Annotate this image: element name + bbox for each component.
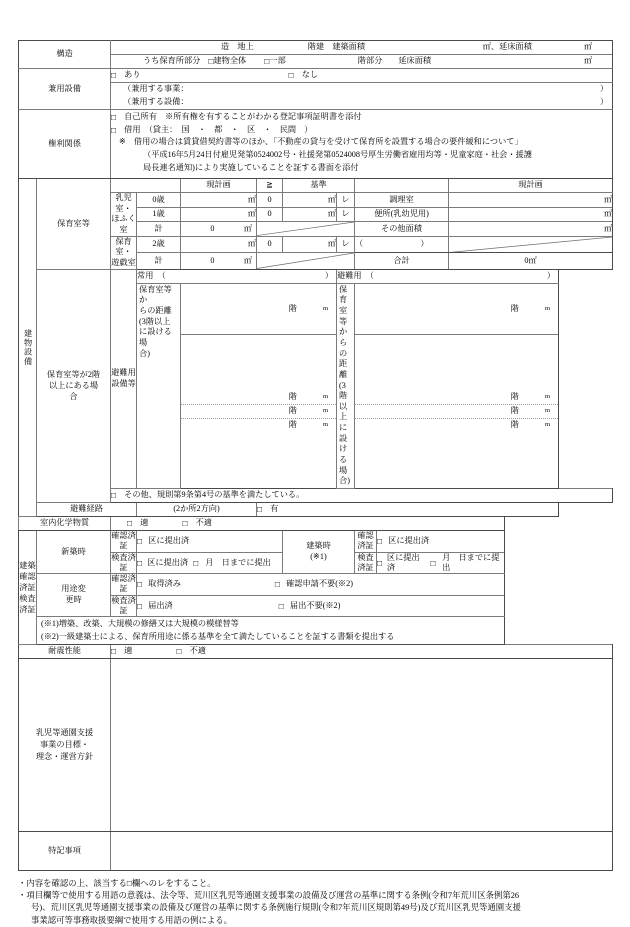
second-floor-right-meter-2: m	[544, 393, 551, 401]
structure-m2-2: ㎡	[583, 56, 593, 66]
nursery-diag-2	[257, 253, 355, 269]
cert-use-inspect-checkbox-1[interactable]: □	[137, 600, 143, 611]
evac-route-checkbox[interactable]: □	[257, 504, 263, 515]
chemicals-label: 室内化学物質	[19, 517, 111, 531]
second-floor-other-label: その他、規則第9条第4号の基準を満たしている。	[124, 490, 305, 500]
seismic-check-cell	[111, 645, 613, 659]
second-floor-right-meter-4: m	[544, 421, 551, 429]
nursery-right-value-0[interactable]	[449, 193, 613, 208]
footer-note-2-line3: 事業認可等事務取扱要綱で使用する用語の例による。	[31, 915, 232, 925]
second-floor-right-floor-1: 階	[510, 303, 519, 313]
cert-new-cert-text: 区に提出済	[148, 536, 190, 546]
cert-notes-row	[19, 617, 613, 645]
nursery-plan-0[interactable]	[181, 193, 257, 208]
cert-use-label	[37, 574, 111, 617]
nursery-check-0: レ	[337, 193, 355, 208]
cert-reb-inspect-checkbox-1[interactable]: □	[377, 557, 383, 568]
second-floor-left-floor-2: 階	[288, 392, 297, 402]
nursery-plan-1-unit: ㎡	[247, 209, 257, 219]
cert-new-cert-label: 確認済証	[111, 531, 136, 551]
cert-rebuild-label	[283, 531, 355, 574]
structure-part-label: 一部	[269, 56, 286, 66]
nursery-std-unit-0: ㎡	[283, 193, 337, 208]
remarks-row	[19, 832, 613, 871]
footer-note-1: ・内容を確認の上、該当する□欄へのレをすること。	[18, 879, 216, 889]
second-floor-other-cell	[111, 489, 613, 503]
second-floor-evac-title	[337, 269, 559, 283]
evac-route-sub: (2か所2方向)	[137, 503, 257, 517]
nursery-group-infant-text: 乳児室・ ほふく室	[111, 193, 136, 234]
nursery-right-name-3: （ ）	[355, 236, 449, 252]
nursery-age-0: 0歳	[137, 193, 181, 208]
seismic-ok-label: 適	[124, 646, 133, 656]
structure-line-1	[111, 41, 613, 55]
nursery-rooms-label: 保育室等	[37, 179, 111, 270]
cert-use-cert-cell	[137, 574, 505, 596]
shared-equipment-business-label: （兼用する事業：	[123, 84, 189, 94]
second-floor-left-floor-4: 階	[288, 420, 297, 430]
cert-reb-cert-label: 確認済証	[355, 531, 377, 553]
shared-equipment-checkbox-no[interactable]: □	[288, 70, 294, 81]
second-floor-left-line-4[interactable]	[181, 419, 336, 432]
cert-reb-cert-checkbox[interactable]: □	[377, 536, 383, 546]
nursery-age-1: 1歳	[137, 207, 181, 222]
nursery-group-playroom	[111, 236, 137, 269]
rights-row	[19, 110, 613, 179]
nursery-diag-right	[449, 236, 613, 252]
cert-reb-cert-cell	[377, 531, 505, 553]
cert-use-cert-checkbox-2[interactable]: □	[274, 579, 281, 589]
second-floor-title-row	[19, 269, 613, 283]
nursery-check-1: レ	[337, 207, 355, 222]
second-floor-distance-left-text: 保育室等か らの距離 (3階以上 に設ける場 合)	[139, 284, 172, 358]
structure-nursery-part-label: うち保育所部分	[143, 56, 201, 66]
cert-reb-inspect-text-1: 区に提出済	[386, 552, 420, 572]
seismic-checkbox-ng[interactable]: □	[176, 646, 182, 657]
nursery-plan-sub2-unit: ㎡	[243, 255, 253, 265]
shared-equipment-checkbox-yes[interactable]: □	[111, 70, 117, 81]
structure-whole-label: 建物全体	[213, 56, 247, 66]
structure-line-2	[111, 55, 613, 69]
nursery-right-name-0: 調理室	[355, 193, 449, 208]
shared-equipment-facility-close: ）	[599, 97, 609, 107]
cert-reb-cert-text: 区に提出済	[388, 536, 430, 546]
policy-label	[19, 659, 111, 832]
cert-use-cert-text-2: 確認申請不要(※2)	[286, 579, 353, 589]
shared-equipment-no-label: なし	[301, 70, 319, 80]
second-floor-right-line-4[interactable]	[355, 419, 558, 432]
structure-floor-part: 階部分	[357, 56, 383, 66]
second-floor-left-floor-3: 階	[288, 406, 297, 416]
cert-new-label: 新築時	[37, 531, 111, 574]
nursery-age-sub1: 計	[137, 222, 181, 237]
nursery-plan-0-unit: ㎡	[247, 194, 257, 204]
second-floor-left-line-2[interactable]	[181, 391, 336, 405]
second-floor-left-lines-rest[interactable]	[181, 334, 337, 488]
second-floor-right-floor-2: 階	[510, 392, 519, 402]
rights-note-line1: 借用の場合は賃貸借契約書等のほか、「不動産の貸与を受けて保育所を設置する場合の要件緩和について」	[133, 137, 523, 146]
seismic-checkbox-ok[interactable]: □	[111, 646, 117, 657]
second-floor-left-meter-1: m	[322, 304, 329, 312]
second-floor-evac-close: ）	[546, 270, 556, 280]
structure-zo-chijou: 造 地上	[221, 42, 254, 52]
nursery-std-val-2: 0	[257, 236, 283, 252]
cert-new-inspect-cell	[137, 552, 283, 574]
building-cert-label	[19, 531, 37, 645]
cert-notes-cell	[37, 617, 505, 645]
structure-m2: ㎡	[583, 42, 593, 52]
nursery-group-playroom-text: 保育室・ 遊戯室	[111, 236, 136, 267]
structure-kaiken-area: 階建 建築面積	[307, 42, 366, 52]
cert-use-cert-label: 確認済証	[111, 574, 136, 594]
nursery-std-val-1: 0	[257, 207, 283, 222]
shared-equipment-details	[111, 83, 613, 110]
nursery-right-unit-0: ㎡	[603, 194, 613, 204]
nursery-head-ge: ≧	[257, 179, 283, 193]
cert-use-inspect-label: 検査済証	[111, 595, 136, 615]
rights-note-line3: 局長連名通知)により実施していることを証する書面を添付	[143, 163, 359, 172]
second-floor-sub-label	[111, 269, 137, 488]
nursery-plan-1[interactable]	[181, 207, 257, 222]
remarks-label: 特記事項	[19, 832, 111, 871]
nursery-plan-sub2-val: 0	[210, 255, 215, 265]
chemicals-checkbox-ng[interactable]: □	[182, 518, 188, 529]
nursery-right-unit-2: ㎡	[603, 223, 613, 233]
cert-reb-inspect-label: 検査済証	[355, 552, 377, 574]
structure-row-1	[19, 41, 613, 55]
chemicals-ng-label: 不適	[195, 518, 212, 528]
cert-row-new-1	[19, 531, 613, 553]
second-floor-distance-right-text: 保育室等か らの距離 (3階以上 に設ける場 合)	[339, 284, 350, 486]
shared-equipment-yes-label: あり	[124, 70, 141, 80]
nursery-plan-sub2	[181, 253, 257, 269]
second-floor-left-line-1[interactable]	[181, 283, 337, 334]
seismic-row	[19, 645, 613, 659]
nursery-total-label: 合計	[355, 253, 449, 269]
chemicals-check-cell	[111, 517, 505, 531]
nursery-total-value: 0㎡	[449, 253, 613, 269]
cert-note-1: (※1)増築、改築、大規模の修繕又は大規模の模様替等	[41, 619, 239, 629]
nursery-std-unit-2: ㎡	[283, 236, 337, 252]
nursery-header-row	[19, 179, 613, 193]
second-floor-right-lines-rest[interactable]	[355, 334, 559, 488]
rights-note-line2: （平成16年5月24日付雇児発第0524002号・社援発第0524008号厚生労働省雇用均等・児童家庭・社会・援護	[143, 150, 532, 159]
footer-note-2-line2: 号)、荒川区乳児等通園支援事業の設備及び運営の基準に関する条例施行規則(令和7年荒川区規則第49号)及び荒川区乳児等通園支援	[31, 903, 521, 913]
cert-row-use-1	[19, 574, 613, 596]
nursery-std-val-0: 0	[257, 193, 283, 208]
building-equipment-vertical-label	[19, 179, 37, 517]
second-floor-evac-label: 避難用 （	[337, 270, 374, 280]
nursery-plan-sub1	[181, 222, 257, 237]
second-floor-sub-label-text: 避難用 設備等	[111, 368, 136, 388]
chemicals-ok-label: 適	[140, 518, 149, 528]
cert-use-label-text: 用途変 更時	[61, 584, 86, 605]
shared-equipment-label: 兼用設備	[19, 69, 111, 110]
rights-label: 権利関係	[19, 110, 111, 179]
second-floor-left-meter-4: m	[322, 421, 329, 429]
policy-label-text: 乳児等通園支援 事業の目標・ 理念・運営方針	[35, 727, 94, 762]
nursery-plan-2-unit: ㎡	[247, 239, 257, 249]
chemicals-row	[19, 517, 613, 531]
second-floor-right-meter-1: m	[544, 304, 551, 312]
nursery-right-unit-1: ㎡	[603, 209, 613, 219]
evac-route-check-label: 有	[270, 504, 279, 514]
cert-use-inspect-text-2: 届出不要(※2)	[289, 600, 341, 610]
second-floor-normal-title	[137, 269, 337, 283]
building-equipment-text: 建物設備	[23, 329, 33, 366]
nursery-right-value-1[interactable]	[449, 207, 613, 222]
second-floor-label	[37, 269, 111, 502]
cert-use-cert-checkbox-1[interactable]: □	[137, 579, 143, 589]
nursery-right-name-2: その他面積	[355, 222, 449, 237]
second-floor-left-meter-2: m	[322, 393, 329, 401]
second-floor-distance-left-label	[137, 283, 181, 488]
footer-note-2-line1: ・項目欄等で使用する用語の意義は、法令等、荒川区乳児等通園支援事業の設備及び運営の基準に関する条例(令和7年荒川区条例第26	[18, 891, 520, 901]
second-floor-other-checkbox[interactable]: □	[111, 490, 117, 501]
second-floor-label-text: 保育室等が2階 以上にある場 合	[46, 370, 101, 402]
second-floor-right-floor-3: 階	[510, 406, 519, 416]
nursery-std-unit-1: ㎡	[283, 207, 337, 222]
nursery-group-infant	[111, 193, 137, 237]
shared-equipment-facility-label: （兼用する設備：	[123, 97, 189, 107]
second-floor-normal-label: 常用 （	[137, 270, 166, 280]
nursery-head-blank-right	[355, 179, 449, 193]
evac-route-check-cell	[257, 503, 559, 517]
chemicals-checkbox-ok[interactable]: □	[127, 518, 133, 529]
nursery-head-blank-left	[111, 179, 181, 193]
rights-checkbox-rented[interactable]: □	[111, 125, 117, 136]
nursery-age-sub2: 計	[137, 253, 181, 269]
nursery-age-2: 2歳	[137, 236, 181, 252]
main-form-table	[18, 40, 613, 871]
cert-reb-inspect-text-2: 月 日までに提出	[442, 552, 500, 572]
policy-value[interactable]	[111, 659, 613, 832]
cert-new-cert-checkbox[interactable]: □	[137, 536, 143, 546]
nursery-diag-1	[257, 222, 355, 237]
nursery-plan-sub1-unit: ㎡	[243, 223, 253, 233]
cert-use-inspect-text-1: 届出済	[148, 600, 173, 610]
cert-new-inspect-label: 検査済証	[111, 552, 136, 572]
second-floor-left-line-3[interactable]	[181, 405, 336, 419]
nursery-right-value-2[interactable]	[449, 222, 613, 237]
cert-rebuild-label-text: 建築時 (※1)	[306, 541, 331, 562]
cert-new-inspect-text-2: 月 日までに提出	[205, 557, 271, 567]
building-cert-label-text: 建築確認済証 検査済証	[19, 560, 36, 615]
nursery-head-plan: 現計画	[181, 179, 257, 193]
structure-label: 構造	[19, 41, 111, 69]
cert-new-cert-cell	[137, 531, 283, 553]
cert-use-cert-text-1: 取得済み	[148, 579, 181, 589]
seismic-ng-label: 不適	[189, 646, 206, 656]
rights-rented-label: 借用 （貸主： 国 ・ 都 ・ 区 ・ 民間 ）	[124, 125, 313, 135]
nursery-head-plan-right: 現計画	[449, 179, 613, 193]
second-floor-normal-close: ）	[324, 270, 334, 280]
cert-reb-inspect-checkbox-2[interactable]: □	[430, 557, 436, 568]
second-floor-left-meter-3: m	[322, 407, 329, 415]
shared-equipment-checks	[111, 69, 613, 83]
structure-checkbox-part[interactable]: □	[264, 56, 270, 67]
structure-m2-total: ㎡、延床面積	[482, 42, 532, 52]
cert-new-inspect-checkbox-2[interactable]: □	[193, 557, 199, 568]
rights-checkbox-owned[interactable]: □	[111, 112, 117, 123]
structure-total-floor-area: 延床面積	[398, 56, 432, 66]
policy-row	[19, 659, 613, 832]
nursery-head-std: 基準	[283, 179, 355, 193]
nursery-plan-sub1-val: 0	[210, 223, 215, 233]
footer-notes	[18, 878, 618, 927]
seismic-label: 耐震性能	[19, 645, 111, 659]
second-floor-right-line-3[interactable]	[355, 405, 558, 419]
rights-content	[111, 110, 613, 179]
second-floor-left-floor-1: 階	[288, 303, 297, 313]
second-floor-right-line-2[interactable]	[355, 391, 558, 405]
structure-checkbox-whole[interactable]: □	[208, 56, 214, 67]
cert-new-inspect-checkbox-1[interactable]: □	[137, 557, 143, 568]
evac-route-row	[19, 503, 613, 517]
remarks-value[interactable]	[111, 832, 613, 871]
nursery-right-name-1: 便所(乳幼児用)	[355, 207, 449, 222]
nursery-plan-2[interactable]	[181, 236, 257, 252]
rights-note-mark: ※	[119, 137, 126, 146]
cert-use-inspect-cell	[137, 595, 505, 617]
second-floor-right-line-1[interactable]	[355, 283, 559, 334]
rights-owned-label: 自己所有 ※所有権を有することがわかる登記事項証明書を添付	[124, 112, 362, 122]
cert-note-2: (※2)一級建築士による、保育所用途に係る基準を全て満たしていることを証する書類を提出する	[41, 632, 395, 642]
second-floor-distance-right-label	[337, 283, 355, 488]
second-floor-right-floor-4: 階	[510, 420, 519, 430]
second-floor-right-meter-3: m	[544, 407, 551, 415]
cert-use-inspect-checkbox-2[interactable]: □	[278, 600, 284, 611]
evac-route-label: 避難経路	[37, 503, 137, 517]
nursery-check-2: レ	[337, 236, 355, 252]
cert-reb-inspect-cell	[377, 552, 505, 574]
shared-equipment-business-close: ）	[599, 84, 609, 94]
cert-new-inspect-text-1: 区に提出済	[147, 557, 189, 567]
shared-equipment-row-1	[19, 69, 613, 83]
